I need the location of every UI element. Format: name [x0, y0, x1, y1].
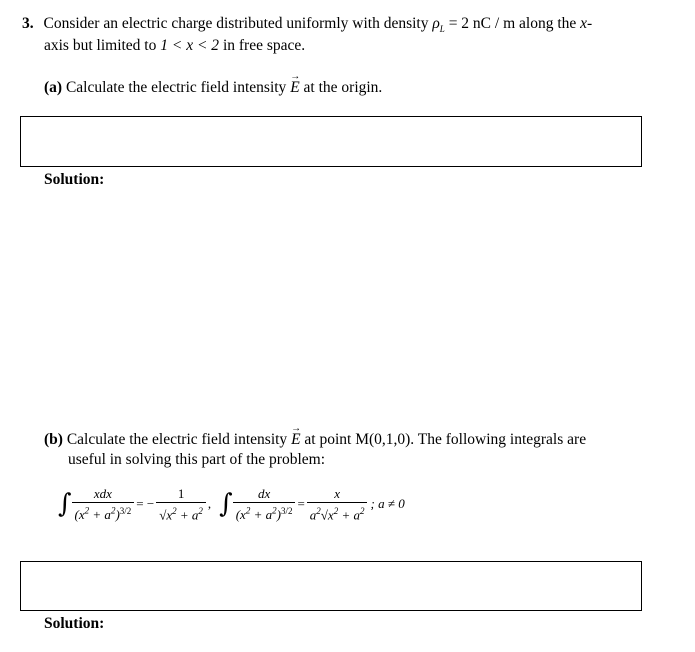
rho-subscript: L: [439, 24, 445, 35]
condition: ; a ≠ 0: [370, 496, 405, 512]
question-text-line1: Consider an electric charge distributed uniformly with density: [43, 15, 429, 32]
fraction-4-denominator: $a^2√x^2 + a^2$: [307, 502, 368, 522]
part-b-label: (b): [44, 431, 63, 448]
part-b-line2: useful in solving this part of the problem:: [68, 451, 326, 468]
fraction-1: [72, 486, 135, 522]
part-a-text: Calculate the electric field intensity: [65, 79, 287, 96]
free-space-text: in free space.: [222, 37, 306, 54]
part-a-text-end: at the origin.: [303, 79, 383, 96]
fraction-2-numerator: 1: [177, 486, 185, 501]
integral-sign-2: ∫: [219, 489, 233, 520]
integral-sign-1: ∫: [58, 489, 72, 520]
fraction-4: [307, 486, 368, 522]
fraction-2: [156, 486, 206, 522]
vector-e: → E: [290, 78, 299, 98]
fraction-1-numerator: xdx: [93, 486, 112, 501]
question-number: 3.: [22, 15, 34, 32]
equals-minus: = −: [136, 496, 155, 512]
equals: =: [297, 496, 305, 512]
rho-symbol: ρ: [432, 15, 440, 32]
hyphen: -: [587, 15, 593, 32]
comma: ,: [207, 496, 212, 512]
part-b-text: Calculate the electric field intensity: [66, 431, 288, 448]
answer-box-b[interactable]: [20, 561, 642, 611]
fraction-3-numerator: dx: [257, 486, 271, 501]
part-a-prompt: [44, 78, 382, 98]
fraction-1-denominator: $(x^2 + a^2)^{3/2}$: [72, 502, 135, 522]
fraction-4-numerator: x: [334, 486, 341, 501]
fraction-3-denominator: $(x^2 + a^2)^{3/2}$: [233, 502, 296, 522]
fraction-3: [233, 486, 296, 522]
range-text: 1 < x < 2: [160, 37, 220, 54]
vector-e-b: → E: [291, 430, 300, 450]
part-b-prompt: [44, 430, 586, 450]
solution-label-a: Solution:: [44, 171, 105, 188]
part-b-text-end: at point M(0,1,0). The following integrals are: [304, 431, 587, 448]
fraction-2-denominator: $√x^2 + a^2$: [156, 502, 206, 522]
answer-box-a[interactable]: [20, 116, 642, 167]
density-value: = 2 nC / m along the: [448, 15, 577, 32]
integral-formulas: [58, 486, 405, 522]
axis-text: axis but limited to: [44, 37, 157, 54]
x-variable: x: [580, 15, 588, 32]
solution-label-b: Solution:: [44, 615, 105, 632]
part-a-label: (a): [44, 79, 63, 96]
question-text-line2: [44, 36, 305, 56]
